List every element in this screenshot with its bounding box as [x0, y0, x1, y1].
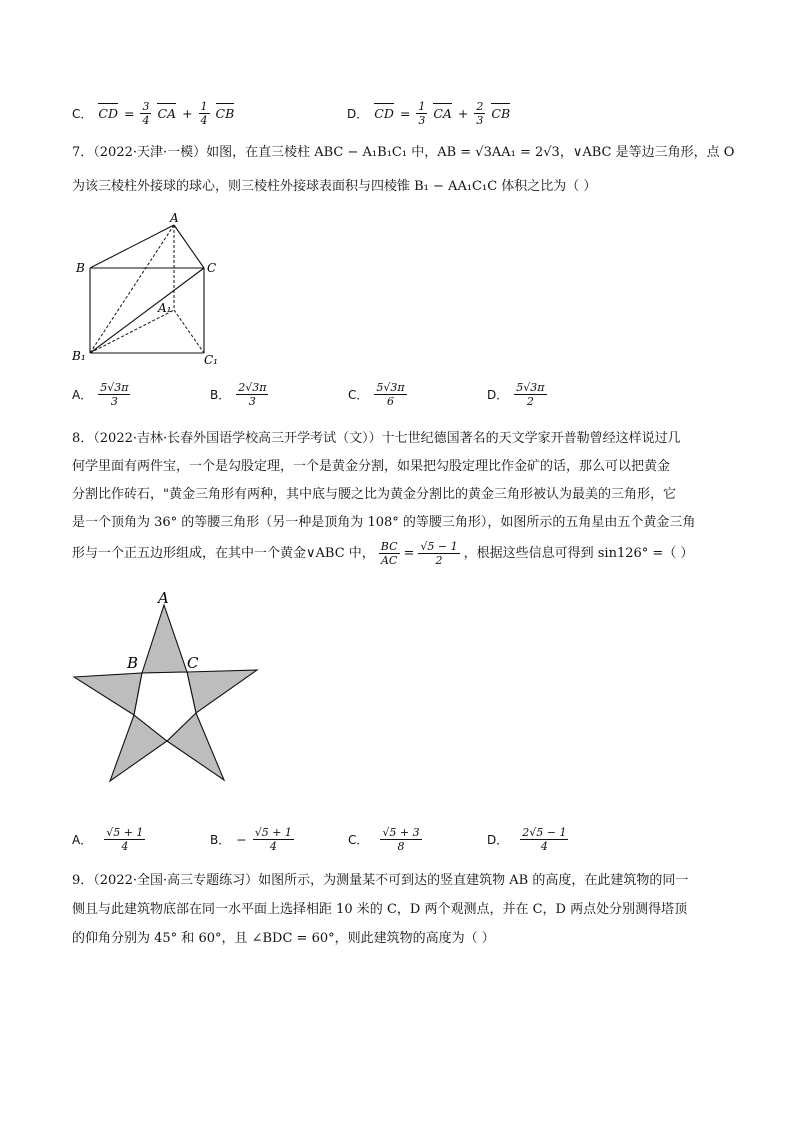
- fraction-bc-ac: $\frac{BC}{AC}$: [380, 540, 398, 567]
- q8-text-line-1: 8．（2022·吉林·长春外国语学校高三开学考试（文））十七世纪德国著名的天文学家开普勒曾经这样说过几: [72, 431, 681, 446]
- equals-sign: =: [403, 545, 415, 561]
- sign: −: [236, 832, 247, 847]
- fraction: $\frac{2√3\pi}{3}$: [238, 381, 267, 408]
- fraction: $\frac{2}{3}$: [476, 100, 484, 127]
- fraction-golden: $\frac{√5 - 1}{2}$: [420, 540, 458, 567]
- option-label: B．: [210, 388, 231, 402]
- option-label: D．: [487, 833, 509, 847]
- label-b: B: [127, 654, 139, 672]
- label-c: C: [187, 654, 199, 672]
- vector-cb: CB: [215, 106, 235, 121]
- q7-text-line-2: 为该三棱柱外接球的球心，则三棱柱外接球表面积与四棱锥 B₁ − AA₁C₁C 体积之比为（ ）: [72, 179, 597, 194]
- fraction: $\frac{√5 + 3}{8}$: [382, 826, 420, 853]
- option-label: B．: [210, 833, 231, 847]
- q9-text-line-2: 侧且与此建筑物底部在同一水平面上选择相距 10 米的 C，D 两个观测点，并在 C，D 两点处分别测得塔顶: [72, 902, 688, 917]
- triangle-right: [187, 670, 257, 713]
- vector-cd: CD: [98, 106, 118, 121]
- label-b: B: [76, 261, 85, 275]
- option-label: C．: [348, 833, 369, 847]
- q7-prism-figure: [70, 208, 230, 368]
- equals-sign: =: [399, 106, 411, 121]
- label-a1: A₁: [158, 301, 172, 315]
- option-label: C．: [348, 388, 369, 402]
- q8-option-c[interactable]: [348, 826, 422, 853]
- text-segment: ，根据这些信息可得到 sin126° =（ ）: [463, 545, 694, 561]
- label-a: A: [170, 211, 179, 225]
- q7-option-a[interactable]: [72, 381, 130, 408]
- q8-option-a[interactable]: [72, 826, 145, 853]
- fraction: $\frac{5√3\pi}{2}$: [516, 381, 545, 408]
- fraction: $\frac{3}{4}$: [142, 100, 150, 127]
- edge-b1c: [90, 268, 204, 353]
- triangle-left: [74, 673, 142, 715]
- fraction: $\frac{1}{3}$: [418, 100, 426, 127]
- text-segment: 形与一个正五边形组成，在其中一个黄金∨ABC 中，: [72, 545, 375, 561]
- fraction: $\frac{√5 + 1}{4}$: [106, 826, 144, 853]
- edge-b1a1: [90, 310, 174, 353]
- edge-b1a: [90, 225, 174, 353]
- edge-ba: [90, 225, 174, 268]
- fraction: $\frac{5√3\pi}{6}$: [376, 381, 405, 408]
- option-label: D．: [347, 107, 369, 121]
- q7-option-b[interactable]: [210, 381, 268, 408]
- label-c: C: [207, 261, 217, 275]
- q8-star-figure: [70, 585, 270, 790]
- vector-cb: CB: [491, 106, 511, 121]
- q8-text-line-5: [72, 540, 732, 567]
- label-b1: B₁: [72, 349, 86, 363]
- q9-text-line-1: 9．（2022·全国·高三专题练习）如图所示，为测量某不可到达的竖直建筑物 AB 的高度，在此建筑物的同一: [72, 873, 689, 888]
- vector-ca: CA: [157, 106, 177, 121]
- q8-text-line-4: 是一个顶角为 36° 的等腰三角形（另一种是顶角为 108° 的等腰三角形），如图所示的五角星由五个黄金三角: [72, 515, 696, 530]
- label-a: A: [158, 589, 169, 607]
- plus-sign: +: [182, 106, 193, 121]
- q8-text-line-3: 分割比作砖石，"黄金三角形有两种，其中底与腰之比为黄金分割比的黄金三角形被认为最美的三角形，它: [72, 487, 676, 502]
- fraction: $\frac{√5 + 1}{4}$: [254, 826, 292, 853]
- fraction: $\frac{1}{4}$: [200, 100, 208, 127]
- triangle-top: [142, 605, 187, 673]
- plus-sign: +: [457, 106, 469, 121]
- label-c1: C₁: [204, 353, 218, 367]
- option-label: A．: [72, 388, 93, 402]
- q9-text-line-3: 的仰角分别为 45° 和 60°，且 ∠BDC = 60°，则此建筑物的高度为（ ）: [72, 931, 495, 946]
- q8-option-d[interactable]: [487, 826, 568, 853]
- vector-cd: CD: [374, 106, 394, 121]
- q7-option-d[interactable]: [487, 381, 547, 408]
- option-label: D．: [487, 388, 509, 402]
- fraction: $\frac{2√5 - 1}{4}$: [522, 826, 567, 853]
- vector-ca: CA: [433, 106, 452, 121]
- q6-option-d[interactable]: [347, 100, 510, 127]
- fraction: $\frac{5√3\pi}{3}$: [100, 381, 129, 408]
- q8-text-line-2: 何学里面有两件宝，一个是勾股定理，一个是黄金分割，如果把勾股定理比作金矿的话，那么可以把黄金: [72, 459, 671, 474]
- q7-text-line-1: 7．（2022·天津·一模）如图，在直三棱柱 ABC − A₁B₁C₁ 中，AB = √3AA₁ = 2√3，∨ABC 是等边三角形，点 O: [72, 145, 735, 160]
- q6-option-c[interactable]: [72, 100, 234, 127]
- option-label: C．: [72, 107, 93, 121]
- edge-a1c1: [174, 310, 204, 353]
- option-label: A．: [72, 833, 93, 847]
- q7-option-c[interactable]: [348, 381, 407, 408]
- equals-sign: =: [123, 106, 135, 121]
- edge-ac: [174, 225, 204, 268]
- q8-option-b[interactable]: [210, 826, 294, 853]
